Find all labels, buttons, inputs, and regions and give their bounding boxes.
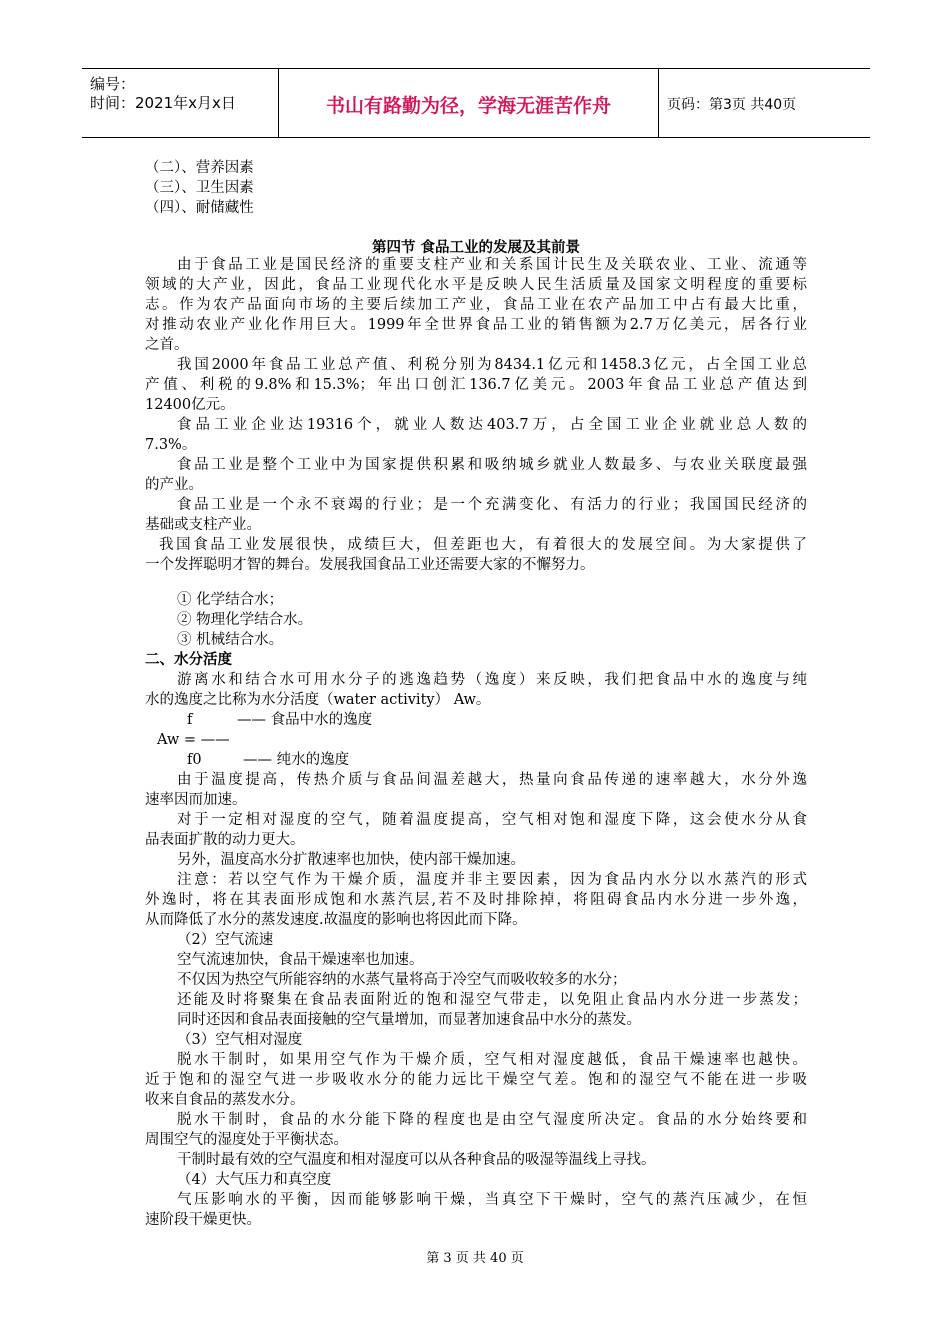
- page-footer: 第 3 页 共 40 页: [426, 1251, 524, 1266]
- doc-number-label: 编号：: [90, 75, 136, 93]
- paragraph-line: 食品工业是整个工业中为国家提供积累和吸纳城乡就业人数最多、与农业关联度最强: [177, 457, 807, 473]
- list-item-storage: （四）、耐储藏性: [145, 200, 254, 216]
- paragraph-line: 干制时最有效的空气温度和相对湿度可以从各种食品的吸湿等温线上寻找。: [177, 1152, 656, 1168]
- paragraph-line: 脱水干制时，食品的水分能下降的程度也是由空气湿度所决定。食品的水分始终要和: [177, 1112, 807, 1128]
- paragraph-line: 领域的大产业，因此，食品工业现代化水平是反映人民生活质量及国家文明程度的重要标: [145, 277, 807, 293]
- formula-numerator-desc: —— 食品中水的逸度: [237, 712, 373, 728]
- paragraph-line: 周围空气的湿度处于平衡状态。: [145, 1132, 348, 1148]
- doc-time-label: 时间：2021年x月x日: [90, 94, 236, 112]
- paragraph-line: 基础或支柱产业。: [145, 517, 261, 533]
- list-item-hygiene: （三）、卫生因素: [145, 180, 254, 196]
- paragraph-line: 我国食品工业发展很快，成绩巨大，但差距也大，有着很大的发展空间。为大家提供了: [159, 537, 807, 553]
- formula-denominator: f0: [187, 752, 202, 768]
- paragraph-line: 外逸时，将在其表面形成饱和水蒸汽层,若不及时排除掉，将阻碍食品内水分进一步外逸，: [145, 892, 807, 908]
- subsection-heading: 二、水分活度: [145, 651, 232, 668]
- paragraph-line: 12400亿元。: [145, 397, 235, 413]
- header-page-info: 页码：第3页 共40页: [667, 97, 797, 113]
- paragraph-line: 产值、利税的9.8%和15.3%；年出口创汇136.7亿美元。2003年食品工业总产值达到: [145, 377, 807, 393]
- paragraph-line: 之首。: [145, 337, 189, 353]
- paragraph-line: 食品工业企业达19316个，就业人数达403.7万，占全国工业企业就业总人数的: [177, 417, 807, 433]
- formula-denominator-desc: —— 纯水的逸度: [243, 752, 350, 768]
- paragraph-line: 同时还因和食品表面接触的空气量增加，而显著加速食品中水分的蒸发。: [177, 1012, 641, 1028]
- header-page-cell: [659, 69, 870, 137]
- paragraph-line: 食品工业是一个永不衰竭的行业；是一个充满变化、有活力的行业；我国国民经济的: [177, 497, 807, 513]
- paragraph-line: 速阶段干燥更快。: [145, 1212, 261, 1228]
- paragraph-line: 对推动农业产业化作用巨大。1999年全世界食品工业的销售额为2.7万亿美元，居各行业: [145, 317, 807, 333]
- paragraph-line: 水的逸度之比称为水分活度（water activity） Aw。: [145, 692, 491, 708]
- list-item-nutrition: （二）、营养因素: [145, 160, 254, 176]
- paragraph-line: 的产业。: [145, 477, 203, 493]
- paragraph-line: 脱水干制时，如果用空气作为干燥介质，空气相对湿度越低，食品干燥速率也越快。: [177, 1052, 807, 1068]
- paragraph-line: 由于温度提高，传热介质与食品间温差越大，热量向食品传递的速率越大，水分外逸: [177, 772, 807, 788]
- paragraph-line: 速率因而加速。: [145, 792, 247, 808]
- airflow-heading: （2）空气流速: [177, 932, 274, 948]
- paragraph-line: 从而降低了水分的蒸发速度.故温度的影响也将因此而下降。: [145, 912, 527, 928]
- paragraph-line: 注意：若以空气作为干燥介质，温度并非主要因素，因为食品内水分以水蒸汽的形式: [177, 872, 807, 888]
- paragraph-line: 收来自食品的蒸发水分。: [145, 1092, 305, 1108]
- header-motto: 书山有路勤为径，学海无涯苦作舟: [325, 95, 611, 117]
- formula-numerator: f: [187, 712, 193, 728]
- water-type-item: ① 化学结合水；: [177, 592, 284, 608]
- paragraph-line: 近于饱和的湿空气进一步吸收水分的能力远比干燥空气差。饱和的湿空气不能在进一步吸: [145, 1072, 807, 1088]
- section-title: 第四节 食品工业的发展及其前景: [371, 239, 581, 256]
- paragraph-line: 7.3%。: [145, 437, 197, 453]
- header-meta: [82, 69, 279, 137]
- humidity-heading: （3）空气相对湿度: [177, 1032, 303, 1048]
- paragraph-line: 由于食品工业是国民经济的重要支柱产业和关系国计民生及关联农业、工业、流通等: [177, 257, 807, 273]
- paragraph-line: 品表面扩散的动力更大。: [145, 832, 305, 848]
- page-header: [82, 68, 870, 138]
- paragraph-line: 志。作为农产品面向市场的主要后续加工产业，食品工业在农产品加工中占有最大比重，: [145, 297, 807, 313]
- water-type-item: ② 物理化学结合水。: [177, 612, 313, 628]
- paragraph-line: 游离水和结合水可用水分子的逃逸趋势（逸度）来反映，我们把食品中水的逸度与纯: [177, 672, 807, 688]
- paragraph-line: 气压影响水的平衡，因而能够影响干燥，当真空下干燥时，空气的蒸汽压减少，在恒: [177, 1192, 807, 1208]
- paragraph-line: 对于一定相对湿度的空气，随着温度提高，空气相对饱和湿度下降，这会使水分从食: [177, 812, 807, 828]
- paragraph-line: 另外，温度高水分扩散速率也加快，使内部干燥加速。: [177, 852, 525, 868]
- paragraph-line: 我国2000年食品工业总产值、利税分别为8434.1亿元和1458.3亿元，占全国工业总: [177, 357, 807, 373]
- paragraph-line: 不仅因为热空气所能容纳的水蒸气量将高于冷空气而吸收较多的水分；: [177, 972, 627, 988]
- header-motto-cell: [279, 69, 659, 137]
- paragraph-line: 一个发挥聪明才智的舞台。发展我国食品工业还需要大家的不懈努力。: [145, 557, 595, 573]
- water-type-item: ③ 机械结合水。: [177, 632, 284, 648]
- pressure-heading: （4）大气压力和真空度: [177, 1172, 332, 1188]
- paragraph-line: 空气流速加快，食品干燥速率也加速。: [177, 952, 424, 968]
- paragraph-line: 还能及时将聚集在食品表面附近的饱和湿空气带走，以免阻止食品内水分进一步蒸发；: [177, 992, 807, 1008]
- formula-lhs: Aw = ——: [157, 732, 230, 748]
